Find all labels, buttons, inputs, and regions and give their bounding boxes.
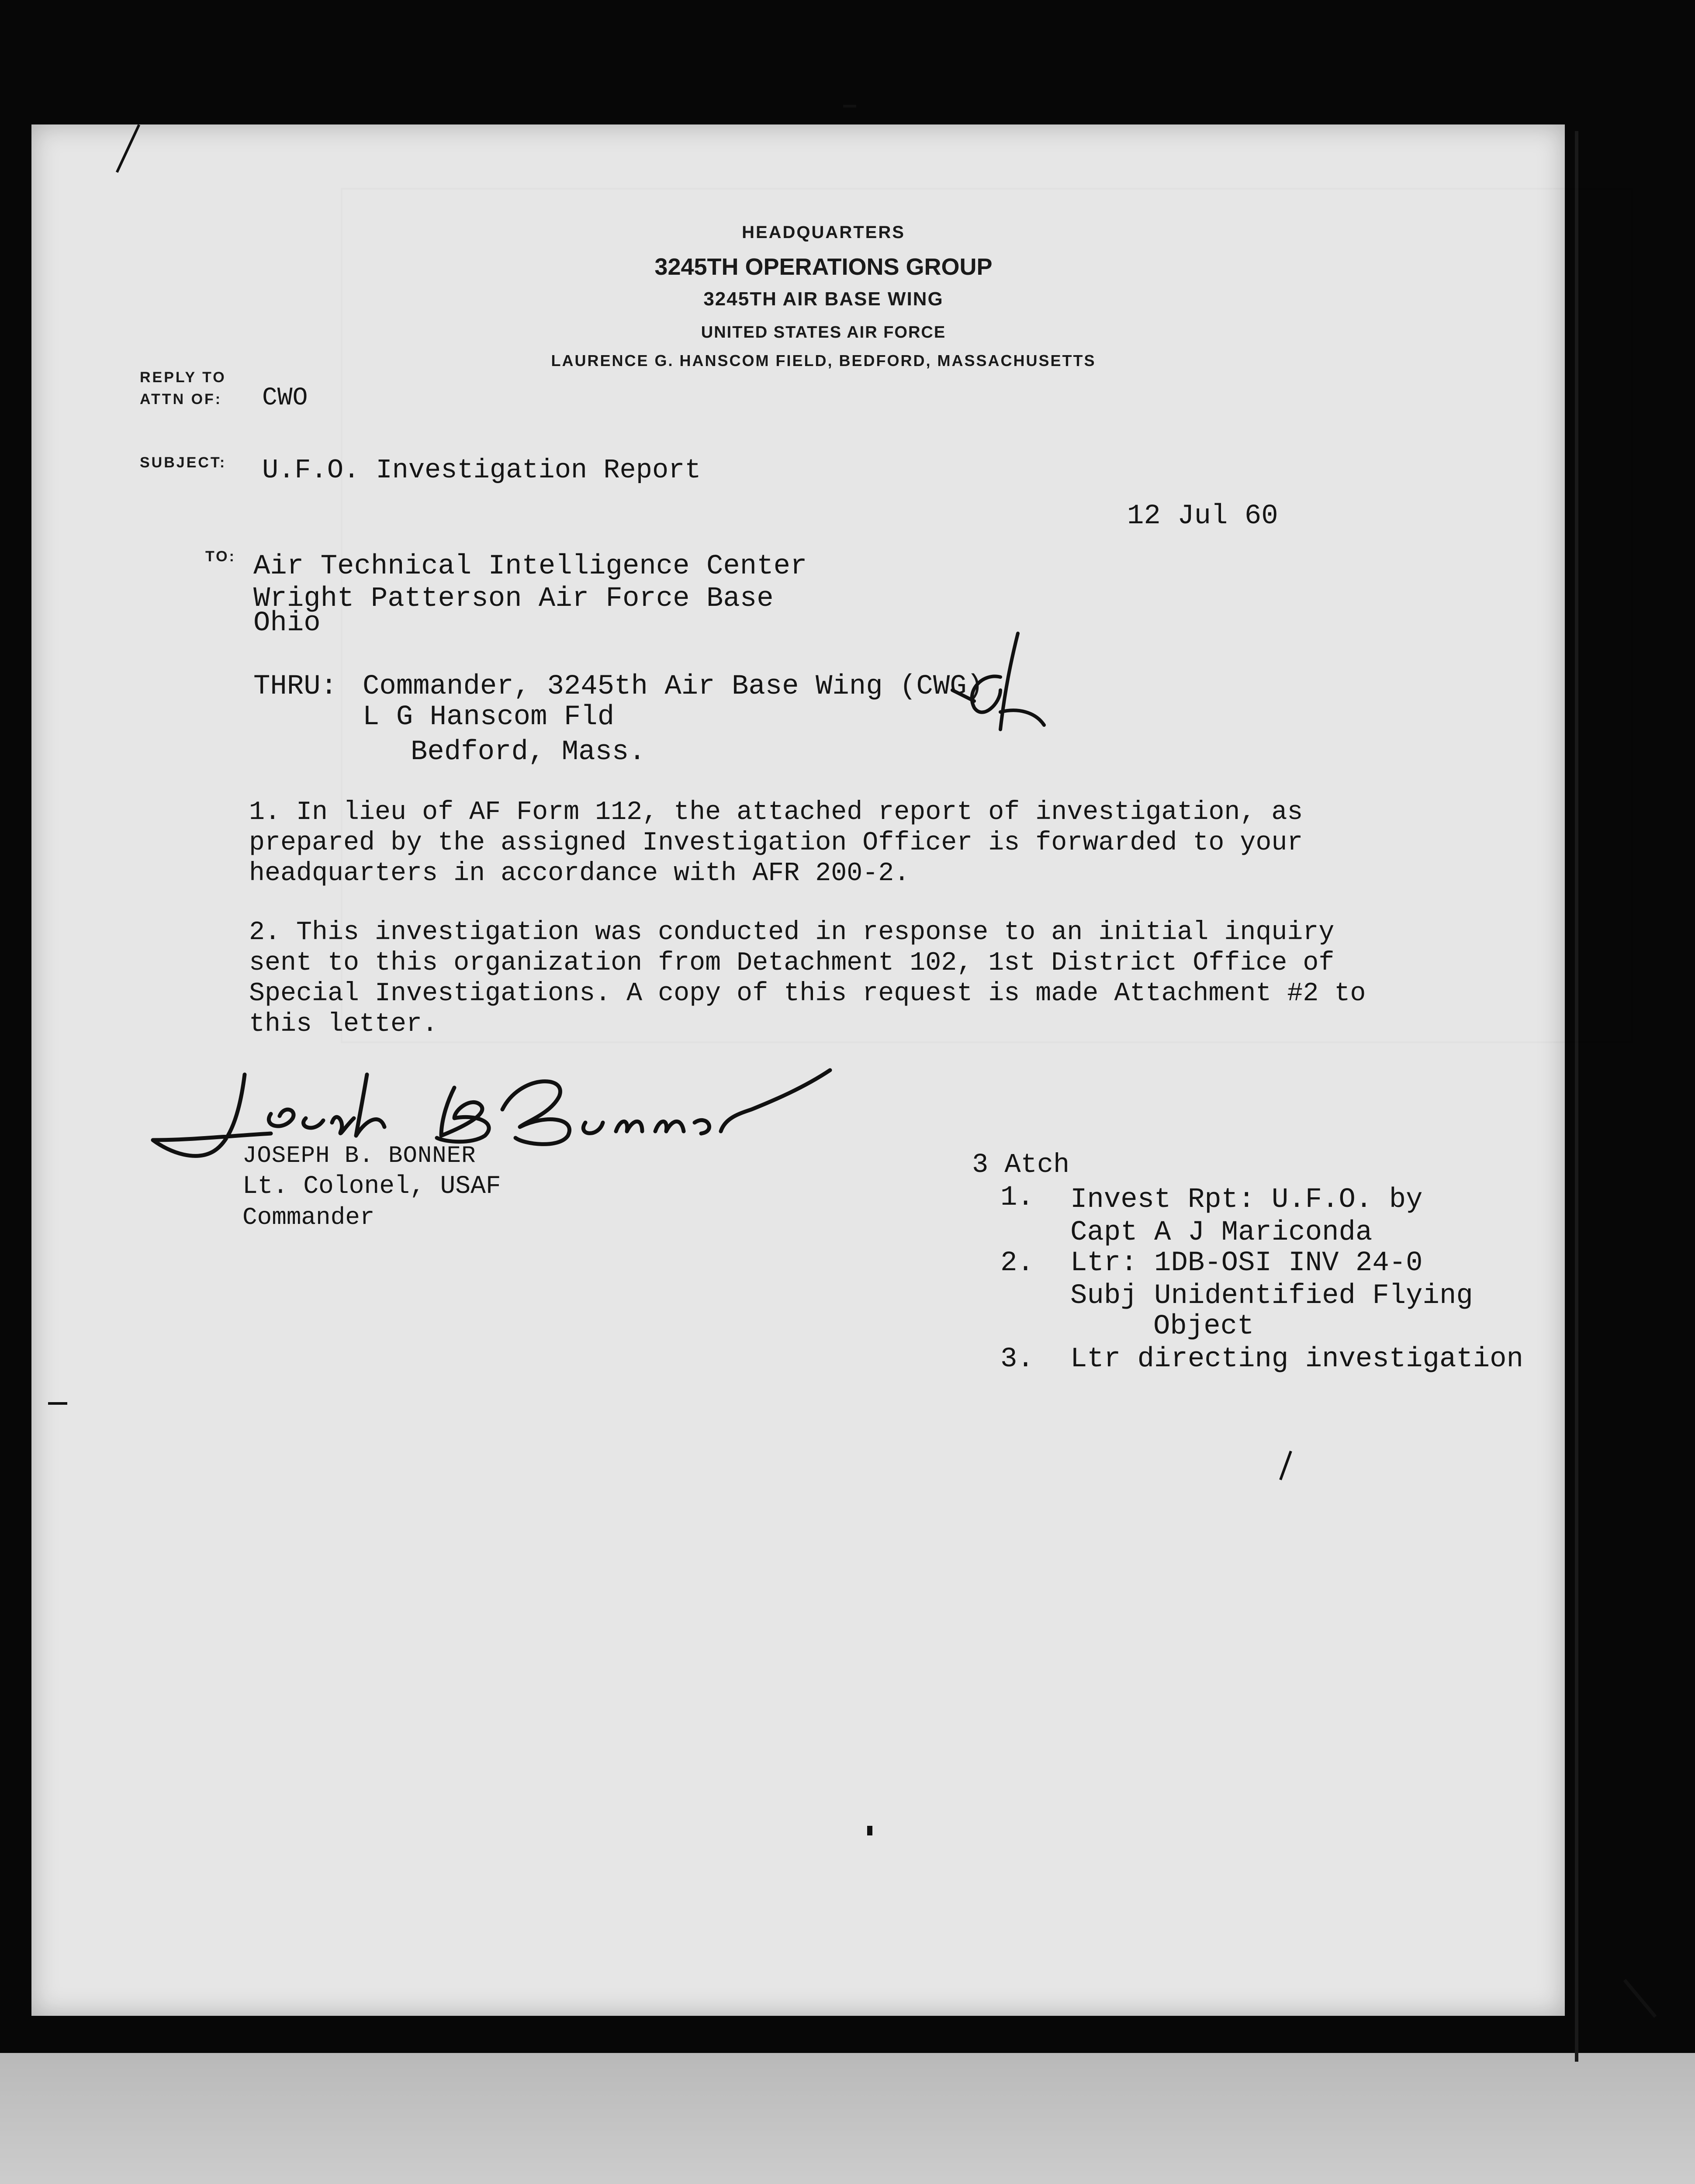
attachments-heading: 3 Atch	[972, 1149, 1070, 1180]
stray-mark	[48, 1402, 67, 1405]
attachment-2-number: 2.	[1000, 1248, 1034, 1279]
attn-of-value: CWO	[262, 384, 308, 412]
thru-label: THRU:	[253, 671, 338, 702]
bleed-through-form	[341, 188, 1633, 1043]
attachment-1-number: 1.	[1000, 1182, 1034, 1213]
thru-line-3: Bedford, Mass.	[411, 736, 646, 768]
attachment-2-line-2: Subj Unidentified Flying	[1070, 1280, 1473, 1312]
film-lower-band	[0, 2053, 1695, 2184]
subject-label: SUBJECT:	[140, 454, 227, 471]
attachment-2-line-1: Ltr: 1DB-OSI INV 24-0	[1070, 1248, 1423, 1279]
letterhead-address: LAURENCE G. HANSCOM FIELD, BEDFORD, MASSACHUSETTS	[551, 352, 1096, 370]
initial-mark-icon	[935, 625, 1066, 747]
subject-value: U.F.O. Investigation Report	[262, 455, 701, 486]
attachment-2-line-3: Object	[1153, 1311, 1254, 1342]
stray-mark	[843, 105, 856, 107]
thru-line-1: Commander, 3245th Air Base Wing (CWG)	[363, 671, 984, 702]
reply-to-label: REPLY TO	[140, 369, 226, 386]
stray-mark	[1623, 1979, 1657, 2018]
paragraph-2: 2. This investigation was conducted in response to an initial inquiry sent to this organization from Detachment 102, 1st District Office of Special Investigations. A copy of this request is made Attachment #2 to this letter.	[249, 918, 1366, 1039]
to-label: TO:	[205, 548, 236, 565]
attachment-1-line-2: Capt A J Mariconda	[1070, 1217, 1373, 1248]
letterhead-headquarters: HEADQUARTERS	[742, 223, 905, 242]
thru-line-2: L G Hanscom Fld	[363, 702, 615, 733]
attachment-1-line-1: Invest Rpt: U.F.O. by	[1070, 1184, 1423, 1216]
signatory-title: Commander	[242, 1203, 375, 1231]
signatory-name: JOSEPH B. BONNER	[242, 1143, 476, 1169]
letter-date: 12 Jul 60	[1127, 501, 1278, 532]
attachment-3-line-1: Ltr directing investigation	[1070, 1344, 1523, 1375]
paragraph-1: 1. In lieu of AF Form 112, the attached report of investigation, as prepared by the assigned Investigation Officer is forwarded to your headquarters in accordance with AFR 200-2.	[249, 798, 1303, 888]
letterhead-air-base-wing: 3245TH AIR BASE WING	[703, 288, 944, 310]
stray-mark	[867, 1826, 872, 1835]
to-line-2: Wright Patterson Air Force Base	[253, 583, 774, 615]
letterhead-usaf: UNITED STATES AIR FORCE	[701, 323, 946, 342]
to-line-1: Air Technical Intelligence Center	[253, 551, 807, 582]
attn-of-label: ATTN OF:	[140, 391, 222, 408]
letterhead-operations-group: 3245TH OPERATIONS GROUP	[654, 254, 993, 280]
to-line-3: Ohio	[253, 608, 321, 639]
signatory-rank: Lt. Colonel, USAF	[242, 1172, 501, 1201]
attachment-3-number: 3.	[1000, 1344, 1034, 1375]
